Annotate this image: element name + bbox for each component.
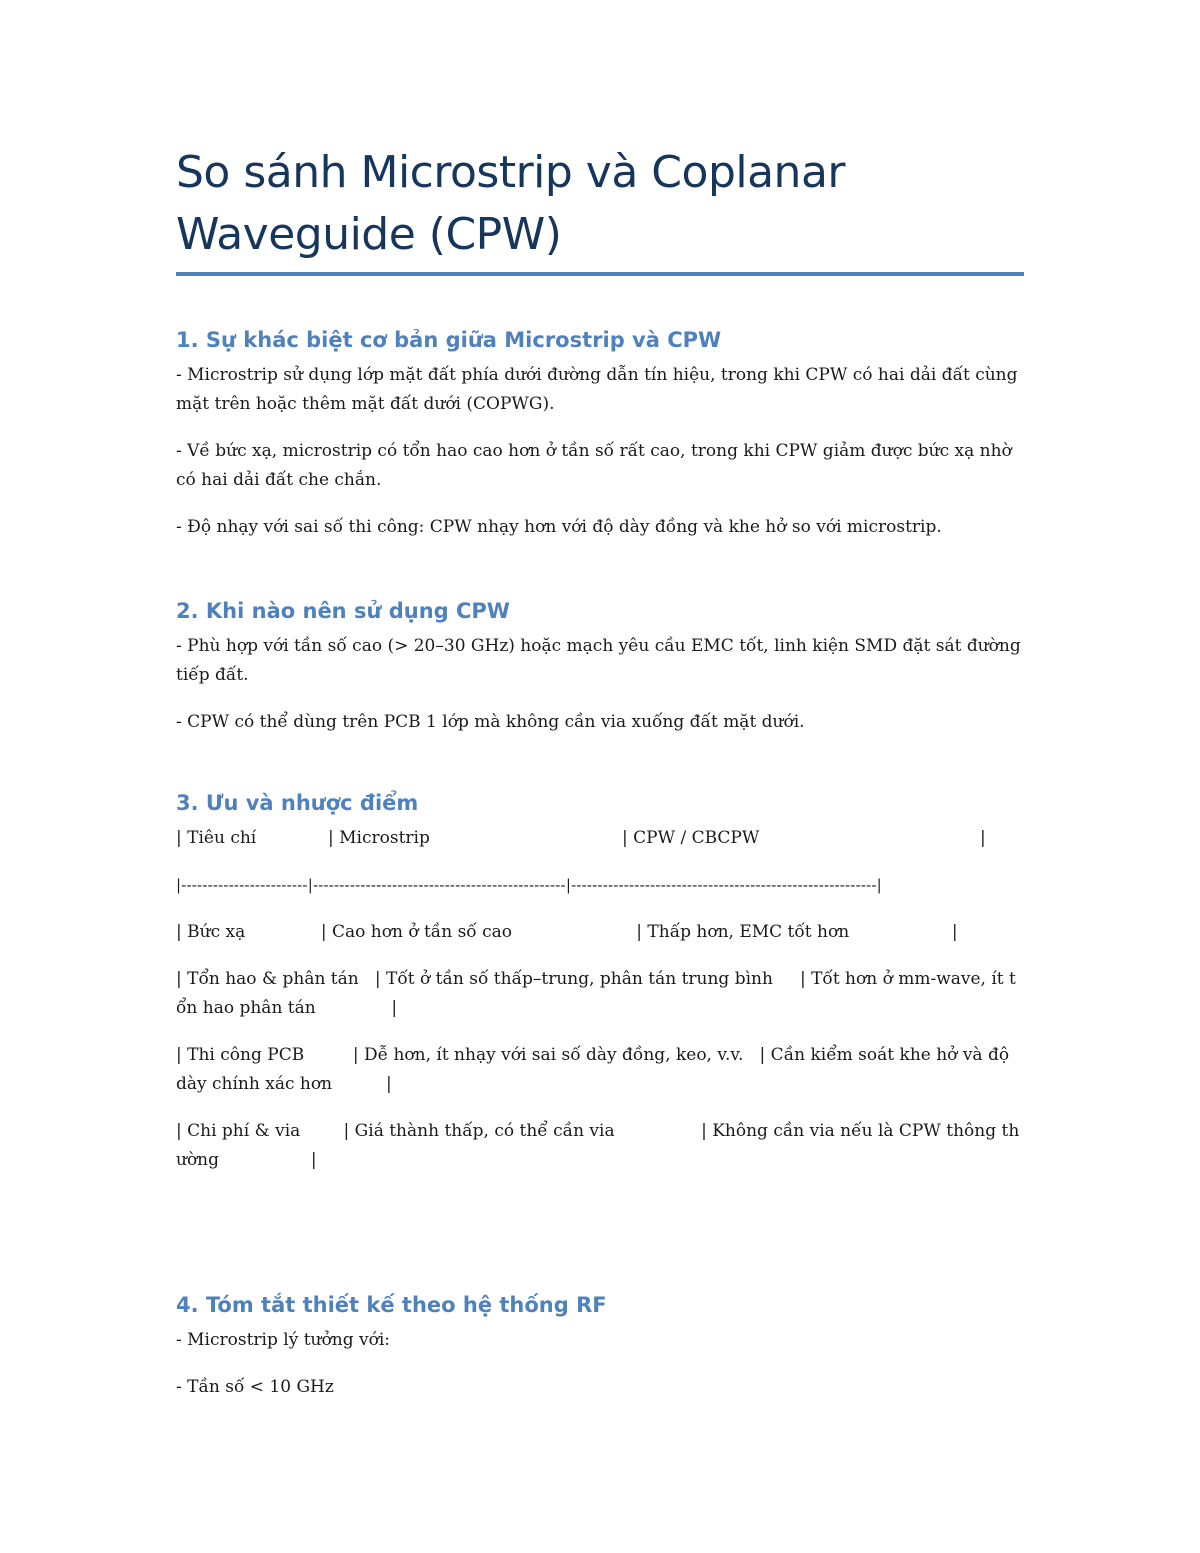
section-heading: 2. Khi nào nên sử dụng CPW: [176, 599, 510, 623]
table-row: | Bức xạ | Cao hơn ở tần số cao | Thấp hơn, EMC tốt hơn |: [176, 922, 958, 942]
paragraph: - Microstrip sử dụng lớp mặt đất phía dưới đường dẫn tín hiệu, trong khi CPW có hai dải đất cùng mặt trên hoặc thêm mặt đất dưới (COPWG).: [176, 365, 1018, 414]
paragraph: - Tần số < 10 GHz: [176, 1377, 334, 1397]
table-header-cell: | Microstrip: [328, 828, 430, 848]
table-row: | Chi phí & via | Giá thành thấp, có thể cần via | Không cần via nếu là CPW thông thường |: [176, 1121, 1020, 1170]
paragraph: - Phù hợp với tần số cao (> 20–30 GHz) hoặc mạch yêu cầu EMC tốt, linh kiện SMD đặt sát đường tiếp đất.: [176, 636, 1021, 685]
table-separator: |------------------------|------------------------------------------------|----------------------------------------------------------|: [176, 876, 882, 894]
table-header-cell: | Tiêu chí: [176, 828, 257, 848]
paragraph: - Về bức xạ, microstrip có tổn hao cao hơn ở tần số rất cao, trong khi CPW giảm được bức xạ nhờ có hai dải đất che chắn.: [176, 441, 1012, 490]
section-heading: 1. Sự khác biệt cơ bản giữa Microstrip và CPW: [176, 328, 722, 352]
table-header-cell: |: [980, 828, 986, 848]
table-row: | Thi công PCB | Dễ hơn, ít nhạy với sai số dày đồng, keo, v.v. | Cần kiểm soát khe hở và độ dày chính xác hơn |: [176, 1045, 1015, 1094]
section-1: [176, 325, 1024, 560]
paragraph: - Độ nhạy với sai số thi công: CPW nhạy hơn với độ dày đồng và khe hở so với microstrip.: [176, 517, 942, 537]
section-heading: 4. Tóm tắt thiết kế theo hệ thống RF: [176, 1293, 607, 1317]
table-header-row: [176, 824, 1024, 853]
table-row: | Tổn hao & phân tán | Tốt ở tần số thấp–trung, phân tán trung bình | Tốt hơn ở mm-wave, ít tổn hao phân tán |: [176, 969, 1016, 1018]
table-header-cell: | CPW / CBCPW: [622, 828, 760, 848]
paragraph: - CPW có thể dùng trên PCB 1 lớp mà không cần via xuống đất mặt dưới.: [176, 712, 805, 732]
section-3: [176, 788, 1024, 1193]
document-title: So sánh Microstrip và Coplanar Waveguide (CPW): [176, 147, 845, 260]
section-4: [176, 1290, 1024, 1420]
paragraph: - Microstrip lý tưởng với:: [176, 1330, 390, 1350]
title-underline: [176, 272, 1024, 276]
section-heading: 3. Ưu và nhược điểm: [176, 791, 419, 815]
section-2: [176, 596, 1024, 755]
